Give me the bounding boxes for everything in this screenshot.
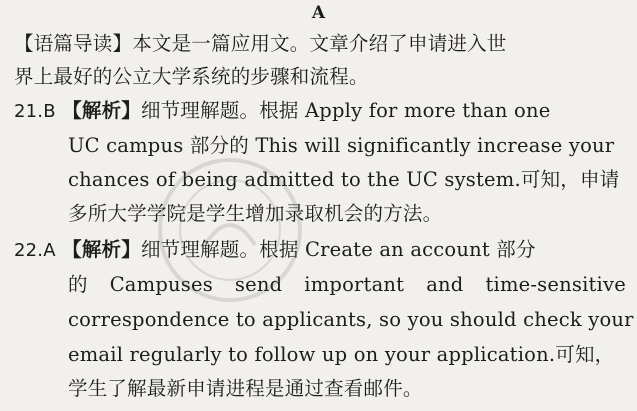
q22-line-5: 学生了解最新申请进程是通过查看邮件。 bbox=[68, 377, 423, 400]
q22-tag: 【解析】 bbox=[62, 238, 141, 261]
q22-line-2 bbox=[68, 270, 626, 300]
q22-line-1-text: 细节理解题。根据 Create an account 部分 bbox=[140, 238, 536, 261]
q22-line-3: correspondence to applicants, so you should check your bbox=[68, 308, 634, 331]
intro-line-2: 界上最好的公立大学系统的步骤和流程。 bbox=[14, 65, 369, 88]
q22-line-2-word: Campuses bbox=[109, 273, 213, 296]
q22-line-1 bbox=[14, 235, 536, 266]
q21-line-1 bbox=[14, 96, 550, 127]
q21-line-1-text: 细节理解题。根据 Apply for more than one bbox=[141, 99, 551, 122]
section-letter: A bbox=[311, 3, 326, 23]
q21-line-2: UC campus 部分的 This will significantly increase your bbox=[68, 134, 615, 157]
q21-number: 21.B bbox=[14, 101, 56, 122]
q21-line-4: 多所大学学院是学生增加录取机会的方法。 bbox=[68, 202, 443, 225]
intro-line-1: 【语篇导读】本文是一篇应用文。文章介绍了申请进入世 bbox=[14, 32, 507, 55]
q22-number: 22.A bbox=[14, 240, 56, 261]
q22-line-4: email regularly to follow up on your application.可知， bbox=[68, 343, 615, 366]
q22-line-2-word: 的 bbox=[68, 273, 88, 296]
q22-line-2-word: time-sensitive bbox=[485, 273, 626, 296]
q21-line-3: chances of being admitted to the UC system.可知，申请 bbox=[68, 168, 620, 191]
q22-line-2-word: send bbox=[234, 273, 283, 296]
q22-line-2-word: and bbox=[426, 273, 464, 296]
q22-line-2-word: important bbox=[304, 273, 405, 296]
q21-tag: 【解析】 bbox=[62, 99, 141, 122]
